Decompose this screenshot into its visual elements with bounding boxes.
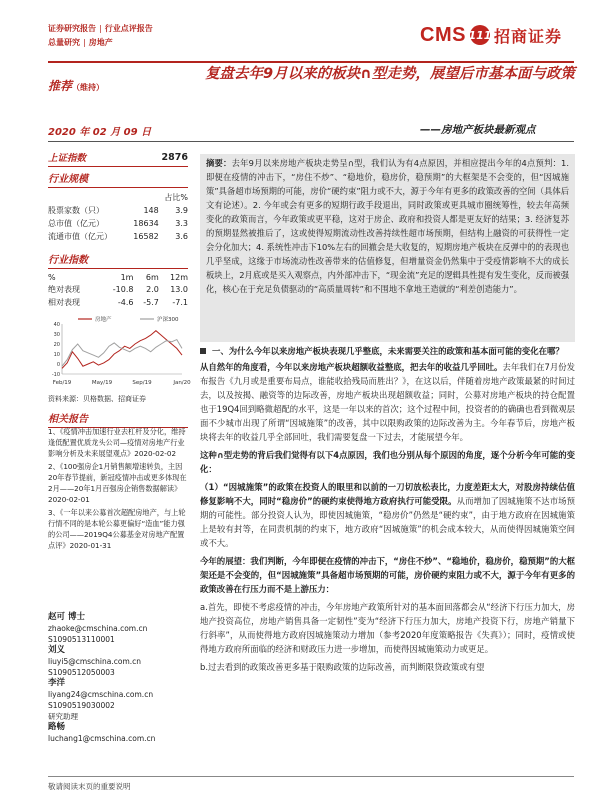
share-col-header: 占比% <box>164 193 188 202</box>
paragraph: b.过去看到的政策改善更多基于限购政策的边际改善，而判断限贷政策或有望 <box>200 662 485 672</box>
perf-name: 绝对表现 <box>48 285 80 294</box>
scale-name: 总市值（亿元） <box>48 219 104 228</box>
report-date: 2020 年 02 月 09 日 <box>48 127 152 138</box>
perf-value: 2.0 <box>146 285 159 294</box>
analyst-email[interactable]: luchang1@cmschina.com.cn <box>48 734 156 743</box>
analyst-id: S1090513110001 <box>48 635 115 644</box>
paragraph-lead: （1）“因城施策”的政策在投资人的眼里和以前的一刀切放松表比，力度差距太大，对股房持续估值修复影响不大，同时“稳房价”的硬约束使得地方政府执行可能受限。 <box>200 482 575 506</box>
perf-value: -4.6 <box>117 298 134 307</box>
y-tick-label: 20 <box>53 342 60 348</box>
header-category-2: 行业点评报告 <box>104 24 153 33</box>
scale-pct: 3.9 <box>175 206 188 215</box>
abstract-text: 去年9月以来房地产板块走势呈∩型，我们认为有4点原因，并相应提出今年的4点预判：1. 即便在疫情的冲击下，“房住不炒”、“稳地价，稳房价，稳预期”的大框架是不会变的，但“因城施策”具备超市场预期的可能，房价“硬约束”阻力或不大，源于今年有更多的政策改善的空间（具体后文有论述）。2. 今年或会有更多的短期行政手段退出，同时政策或更具城市圈统筹性，较去年高频变化的政策而言，今年政策或更平稳，这对于房企、政府和投资人都是更友好的结果；3. 经济复苏的预期显然被推后了，这或使得短期流动性改善持续性超市场预期，但结构上融资的可获得性一定会分化加大；4. 系统性冲击下10%左右的回撤会是大收复的，短期房地产板块在反弹中的的表现也几乎坚成，这缘于市场流动性改善带来的估值修复，但增量资金仍然集中于受疫情影响不大的成长板块上，2月底或是买入观察点，内外部冲击下，“现金流”充足的逻辑具性提有发生变化，反而被强化，核心在于充足负债驱动的“高质量周转”和不围地不拿地王造就的“利差创造能力”。 <box>206 158 569 294</box>
logo-company-name: 招商证券 <box>493 26 562 46</box>
scale-pct: 3.3 <box>175 219 188 228</box>
logo-disc-icon <box>470 25 490 45</box>
perf-col: 1m <box>120 273 134 282</box>
section-divider <box>48 187 188 188</box>
y-tick-label: 10 <box>53 352 60 358</box>
related-item[interactable]: 3、《一年以来公募首次超配房地产，与上轮行情不同的是本轮公募更偏好“造血”能力强的公司——2019Q4公募基金对房地产配置点评》2020-01-31 <box>48 508 186 550</box>
x-tick-label: May/19 <box>91 380 113 386</box>
table-row <box>48 217 188 230</box>
header-divider <box>48 61 574 63</box>
company-logo <box>420 23 562 47</box>
related-item[interactable]: 1、《疫情冲击加速行业去杠杆及分化，维持逢低配置优质龙头公司—疫情对房地产行业影响分析及未来展望观点》2020-02-02 <box>48 427 186 458</box>
legend-label: 房地产 <box>95 317 112 323</box>
scale-name: 流通市值（亿元） <box>48 232 112 241</box>
paragraph: 这种∩型走势的背后我们觉得有以下4点原因，我们也分别从每个原因的角度，逐个分析今年可能的变化： <box>200 450 575 474</box>
industry-scale-table <box>48 191 188 243</box>
paragraph: 今年的展望：我们判断，今年即便在疫情的冲击下，“房住不炒”、“稳地价，稳房价，稳预期”的大框架还是不会变的，但“因城施策”具备超市场预期的可能，房价硬约束阻力或不大，源于今年有更多的政策改善在行压力而不是上游压力： <box>200 556 575 594</box>
report-title: 复盘去年9月以来的板块∩型走势，展望后市基本面与政策 <box>205 66 575 82</box>
perf-value: -7.1 <box>172 298 188 307</box>
perf-col: % <box>48 273 56 282</box>
report-subtitle: ——房地产板块最新观点 <box>420 124 536 136</box>
x-tick-label: Sep/19 <box>132 380 152 386</box>
related-item[interactable]: 2、《100强房企1月销售额增速转负，主因20年春节提前，新冠疫情冲击或更多体现在2月——20年1月百强房企销售数据解读》2020-02-01 <box>48 462 187 504</box>
index-row <box>48 150 188 164</box>
perf-value: 13.0 <box>170 285 188 294</box>
analyst-id: S1090519030002 <box>48 701 115 710</box>
paragraph: a.首先，即使不考虑疫情的冲击，今年房地产政策所针对的基本面回落都会从“经济下行压力加大，房地产投资高位，房地产销售具备一定韧性”变为“经济下行压力加大，房地产投资下行，房地产销量下行斜率”，从而使得地方政府因城施策动力增加（参考2020年度策略报告《失真》）；同时，疫情或使得地方政府所面临的经济和财政压力进一步增加，而使得因城施策动力或更足。 <box>200 602 575 654</box>
title-divider <box>48 141 574 142</box>
perf-name: 相对表现 <box>48 298 80 307</box>
abstract-box <box>200 154 575 342</box>
y-tick-label: 30 <box>53 332 60 338</box>
scale-value: 16582 <box>133 232 159 241</box>
sidebar <box>48 150 188 309</box>
assistant-label: 研究助理 <box>48 712 78 721</box>
logo-disc-text: 111 <box>468 28 492 42</box>
paragraph-text: 从而增加了因城施策不达市场预期的可能性。部分投资人认为，即使因城施策，“稳房价”仍然是“硬约束”，由于地方政府在因城施策上是较有封等，在同责机制的约束下，地方政府“因城施策”的机会成本较大，从而使得因城施策空间或不大。 <box>200 496 575 548</box>
paragraph-lead: 从自然年的角度看，今年以来房地产板块超额收益整底，把去年的收益几乎回吐。 <box>200 362 503 372</box>
header-category-4: 房地产 <box>88 38 113 47</box>
related-heading: 相关报告 <box>48 414 88 425</box>
section-divider <box>48 166 188 167</box>
scale-name: 股票家数（只） <box>48 206 104 215</box>
analyst-name: 路畅 <box>48 722 66 732</box>
scale-value: 18634 <box>133 219 159 228</box>
x-tick-label: Jan/20 <box>173 380 191 386</box>
header-category-1: 证券研究报告 <box>48 24 96 33</box>
section-question: 一、为什么今年以来房地产板块表现几乎整底，未来需要关注的政策和基本面可能的变化在哪？ <box>212 346 564 356</box>
legend-label: 沪深300 <box>157 317 179 323</box>
y-tick-label: 0 <box>56 362 60 368</box>
rating-sub: （维持） <box>72 83 105 92</box>
index-label: 上证指数 <box>48 153 87 164</box>
analyst-name: 赵可 博士 <box>48 612 85 622</box>
y-tick-label: 40 <box>53 322 60 328</box>
abstract-lead: 摘要： <box>206 158 232 168</box>
rating-label: 推荐 <box>48 79 73 93</box>
perf-col: 12m <box>170 273 188 282</box>
x-tick-label: Feb/19 <box>52 380 72 386</box>
paragraph-text: 去年我们在7月份发布报告《九月或是重要布局点，谁能收拾残局而胜出？》，在这以后，伴随着房地产政策最紧的时间过去，以及按揭、融资等的边际改善，房地产板块出现超额收益；同时，公募对房地产板块的持仓配置也于19Q4回到略微超配的水平，这是一年以来的首次；这个过程中间，投资者的的确确也看到微观层面不少城市出现了所谓“因城施策”的改善，其中以限购政策的边际改善为主。今年春节后，房地产板块将去年的收益几乎全部回吐，我们需要复盘一下过去，才能展望今年。 <box>200 362 576 442</box>
table-row <box>48 230 188 243</box>
footer-note: 敬请阅读末页的重要说明 <box>48 782 131 791</box>
analysts <box>48 612 188 744</box>
chart-source: 资料来源：贝格数据、招商证券 <box>48 395 146 403</box>
analyst-name: 刘义 <box>48 645 66 655</box>
analyst-id: S1090512050003 <box>48 668 115 677</box>
scale-value: 148 <box>143 206 159 215</box>
index-value: 2876 <box>161 151 188 163</box>
section-heading <box>200 344 575 358</box>
report-category: 证券研究报告 | 行业点评报告 总量研究 | 房地产 <box>48 24 153 47</box>
performance-chart <box>48 314 191 386</box>
logo-cms-text: CMS <box>420 23 466 46</box>
bullet-square-icon <box>200 348 206 354</box>
industry-scale-heading: 行业规模 <box>48 174 88 185</box>
perf-value: -5.7 <box>143 298 159 307</box>
perf-table <box>48 272 188 309</box>
rating <box>48 77 104 94</box>
perf-heading: 行业指数 <box>48 255 88 266</box>
perf-col: 6m <box>145 273 159 282</box>
analyst-email[interactable]: liyang24@cmschina.com.cn <box>48 690 154 699</box>
analyst-email[interactable]: liuyi5@cmschina.com.cn <box>48 657 142 666</box>
paragraph <box>200 480 575 550</box>
analyst-email[interactable]: zhaoke@cmschina.com.cn <box>48 624 148 633</box>
chart-svg <box>48 314 191 386</box>
footer-divider <box>48 776 574 777</box>
y-tick-label: -10 <box>51 372 60 378</box>
header-category-3: 总量研究 <box>48 38 80 47</box>
table-row <box>48 283 188 296</box>
paragraph <box>200 360 575 444</box>
table-row <box>48 204 188 217</box>
table-row <box>48 296 188 309</box>
related-reports <box>48 426 188 553</box>
table-row <box>48 272 188 283</box>
scale-pct: 3.6 <box>175 232 188 241</box>
series-line-0 <box>62 331 182 369</box>
analyst-name: 李洋 <box>48 678 66 688</box>
main-body <box>200 344 575 678</box>
perf-value: -10.8 <box>112 285 134 294</box>
section-divider <box>48 268 188 269</box>
